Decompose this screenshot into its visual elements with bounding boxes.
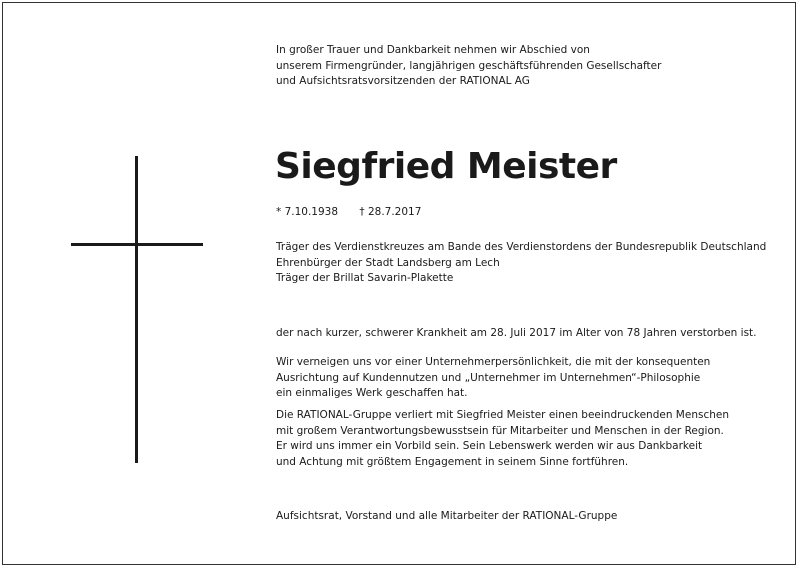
intro-line: und Aufsichtsratsvorsitzenden der RATIONAL AG	[276, 75, 530, 87]
birth-date: * 7.10.1938	[276, 206, 339, 218]
cross-icon-vertical-bar	[135, 156, 138, 463]
passing-statement: der nach kurzer, schwerer Krankheit am 28. Juli 2017 im Alter von 78 Jahren verstorben ist.	[276, 327, 757, 339]
honor-item: Träger der Brillat Savarin-Plakette	[276, 272, 454, 284]
paragraph-line: ein einmaliges Werk geschaffen hat.	[276, 387, 468, 399]
paragraph-line: und Achtung mit größtem Engagement in seinem Sinne fortführen.	[276, 455, 629, 468]
paragraph-line: mit großem Verantwortungsbewusstsein für Mitarbeiter und Menschen in der Region.	[276, 424, 724, 437]
tribute-paragraph-1	[276, 355, 710, 402]
signature-line: Aufsichtsrat, Vorstand und alle Mitarbeiter der RATIONAL-Gruppe	[276, 510, 618, 522]
tribute-paragraph-2	[276, 408, 729, 470]
life-dates	[276, 205, 421, 220]
intro-line: In großer Trauer und Dankbarkeit nehmen wir Abschied von	[276, 44, 590, 56]
paragraph-line: Die RATIONAL-Gruppe verliert mit Siegfried Meister einen beeindruckenden Menschen	[276, 409, 729, 421]
honors-list	[276, 240, 766, 287]
honor-item: Träger des Verdienstkreuzes am Bande des Verdienstordens der Bundesrepublik Deutschland	[276, 241, 767, 253]
paragraph-line: Wir verneigen uns vor einer Unternehmerpersönlichkeit, die mit der konsequenten	[276, 356, 711, 368]
intro-text	[276, 43, 661, 90]
paragraph-line: Er wird uns immer ein Vorbild sein. Sein Lebenswerk werden wir aus Dankbarkeit	[276, 440, 703, 452]
intro-line: unserem Firmengründer, langjährigen geschäftsführenden Gesellschafter	[276, 59, 662, 72]
paragraph-line: Ausrichtung auf Kundennutzen und „Unternehmer im Unternehmen“-Philosophie	[276, 371, 701, 384]
deceased-name: Siegfried Meister	[275, 146, 617, 187]
cross-icon-horizontal-bar	[71, 243, 203, 246]
honor-item: Ehrenbürger der Stadt Landsberg am Lech	[276, 256, 500, 269]
death-date: † 28.7.2017	[359, 206, 422, 218]
